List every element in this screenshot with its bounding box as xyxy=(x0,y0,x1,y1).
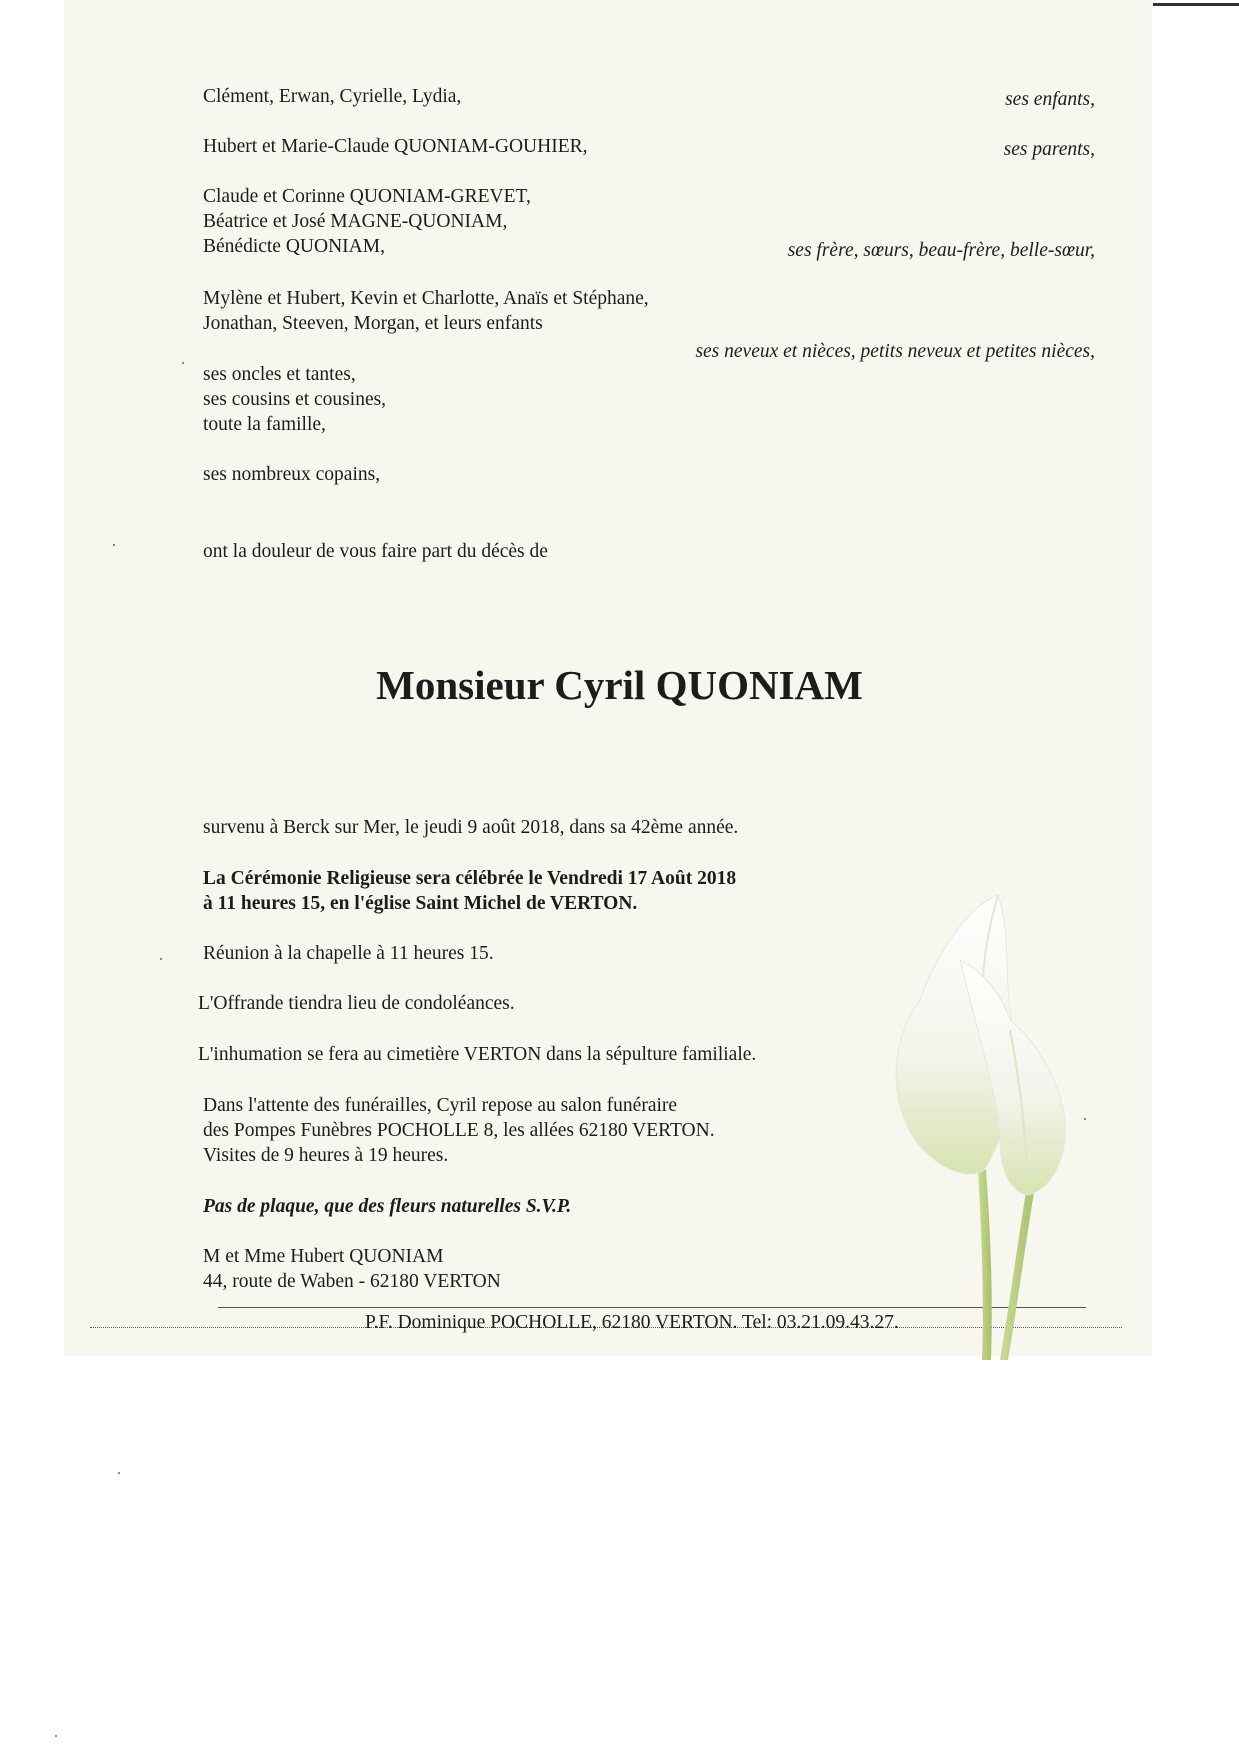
offering-line: L'Offrande tiendra lieu de condoléances. xyxy=(198,993,515,1014)
ceremony-line-2: à 11 heures 15, en l'église Saint Michel de VERTON. xyxy=(203,893,638,914)
calla-lily-icon xyxy=(860,880,1120,1360)
contact-address: 44, route de Waben - 62180 VERTON xyxy=(203,1271,501,1292)
scan-speck xyxy=(55,1735,57,1737)
nephews-role: ses neveux et nièces, petits neveux et petites nièces, xyxy=(695,341,1095,362)
parents-role: ses parents, xyxy=(1003,139,1095,160)
announcement-text: ont la douleur de vous faire part du décès de xyxy=(203,541,548,562)
flowers-note: Pas de plaque, que des fleurs naturelles S.V.P. xyxy=(203,1196,572,1217)
parents-names: Hubert et Marie-Claude QUONIAM-GOUHIER, xyxy=(203,136,588,157)
rest-line-3: Visites de 9 heures à 19 heures. xyxy=(203,1145,449,1166)
scan-speck xyxy=(118,1472,120,1474)
uncles-line: ses oncles et tantes, xyxy=(203,364,356,385)
contact-name: M et Mme Hubert QUONIAM xyxy=(203,1246,444,1267)
cousins-line: ses cousins et cousines, xyxy=(203,389,387,410)
rest-line-2: des Pompes Funèbres POCHOLLE 8, les allées 62180 VERTON. xyxy=(203,1120,715,1141)
siblings-line-3: Bénédicte QUONIAM, xyxy=(203,236,385,257)
scan-speck xyxy=(160,958,162,960)
scan-edge-line xyxy=(1153,3,1239,6)
scan-speck xyxy=(182,362,184,364)
meeting-line: Réunion à la chapelle à 11 heures 15. xyxy=(203,943,494,964)
death-details: survenu à Berck sur Mer, le jeudi 9 août 2018, dans sa 42ème année. xyxy=(203,817,739,838)
children-role: ses enfants, xyxy=(1005,89,1095,110)
nephews-line-1: Mylène et Hubert, Kevin et Charlotte, Anaïs et Stéphane, xyxy=(203,288,649,309)
siblings-role: ses frère, sœurs, beau-frère, belle-sœur, xyxy=(787,240,1095,261)
siblings-line-1: Claude et Corinne QUONIAM-GREVET, xyxy=(203,186,531,207)
burial-line: L'inhumation se fera au cimetière VERTON dans la sépulture familiale. xyxy=(198,1044,757,1065)
scan-speck xyxy=(113,544,115,546)
rest-line-1: Dans l'attente des funérailles, Cyril repose au salon funéraire xyxy=(203,1095,678,1116)
friends-line: ses nombreux copains, xyxy=(203,464,381,485)
ceremony-line-1: La Cérémonie Religieuse sera célébrée le Vendredi 17 Août 2018 xyxy=(203,868,737,889)
siblings-line-2: Béatrice et José MAGNE-QUONIAM, xyxy=(203,211,508,232)
family-line: toute la famille, xyxy=(203,414,326,435)
nephews-line-2: Jonathan, Steeven, Morgan, et leurs enfants xyxy=(203,313,543,334)
children-names: Clément, Erwan, Cyrielle, Lydia, xyxy=(203,86,462,107)
scan-speck xyxy=(1084,1118,1086,1120)
deceased-name: Monsieur Cyril QUONIAM xyxy=(376,662,863,708)
funeral-home-footer: P.F. Dominique POCHOLLE, 62180 VERTON. Tel: 03.21.09.43.27. xyxy=(365,1312,899,1333)
